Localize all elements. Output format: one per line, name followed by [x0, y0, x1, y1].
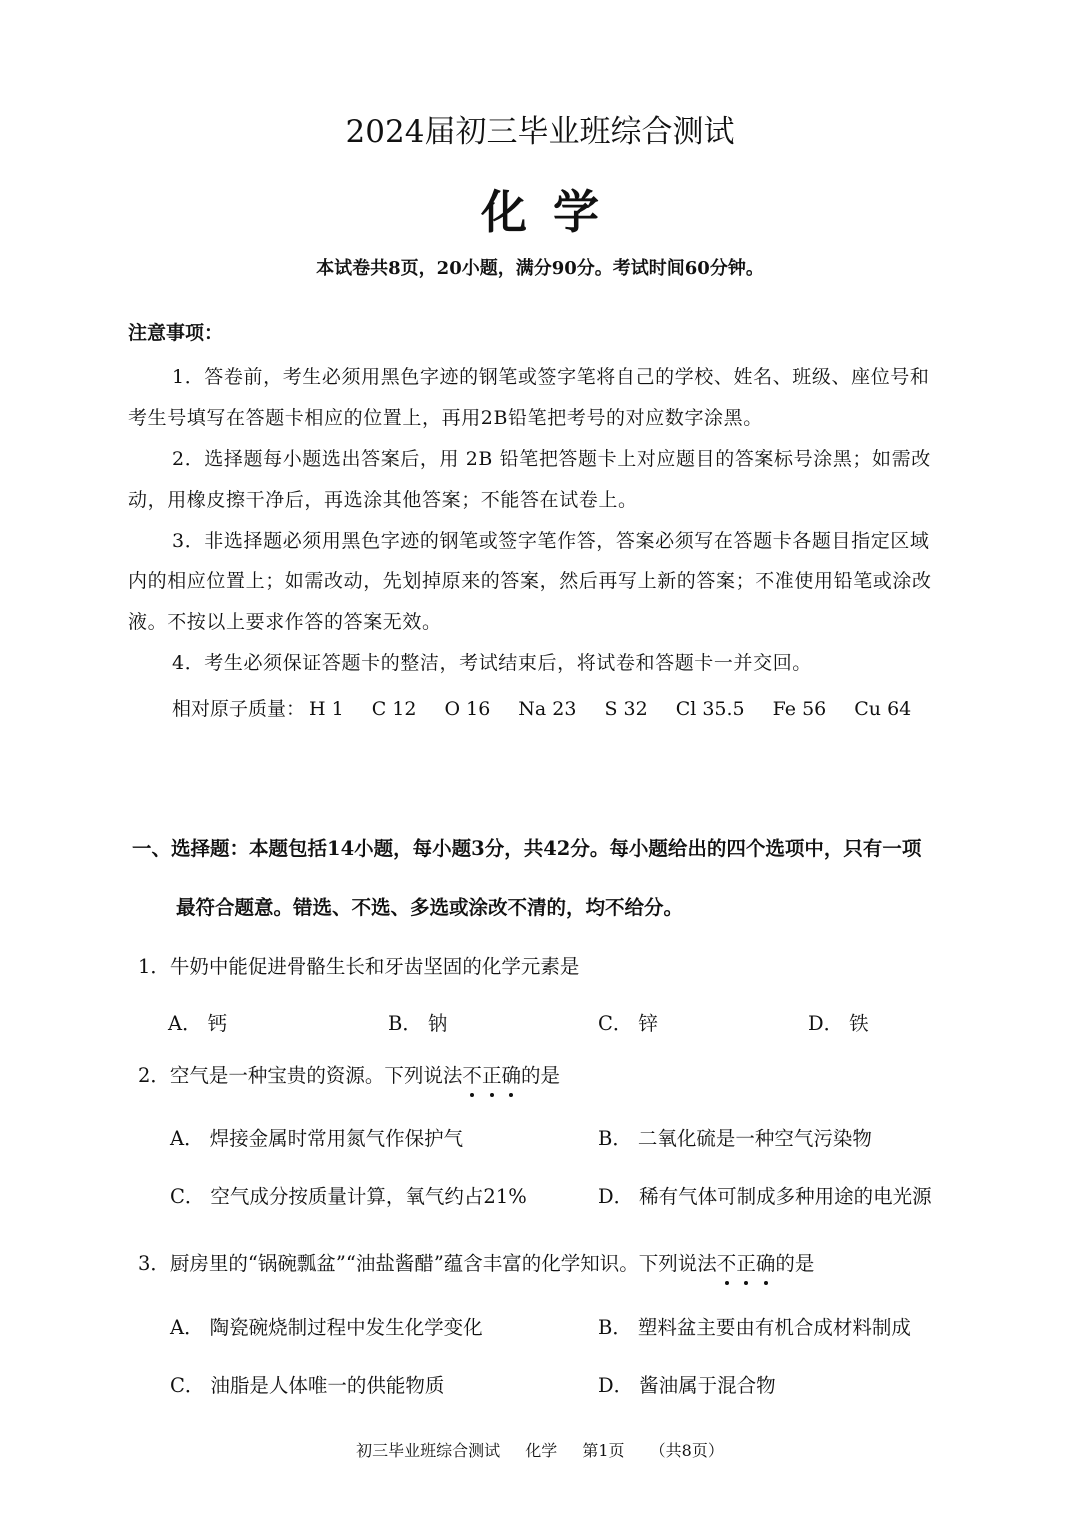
emphasis-char: 正 — [482, 1060, 502, 1088]
stem-text: 2．空气是一种宝贵的资源。下列说法 — [138, 1064, 463, 1087]
notice-heading: 注意事项： — [128, 322, 224, 344]
notice-line: 动，用橡皮擦干净后，再选涂其他答案；不能答在试卷上。 — [128, 489, 638, 511]
emphasis-char: 确 — [501, 1060, 521, 1088]
question-2-option-a — [170, 1123, 463, 1151]
page-footer — [0, 1438, 1080, 1461]
emphasis-char: 确 — [756, 1248, 776, 1276]
question-2-option-b — [598, 1123, 872, 1151]
question-3-option-d — [598, 1370, 776, 1398]
subject-title: 化学 — [481, 185, 625, 239]
question-1-option-a — [168, 1008, 227, 1036]
footer-page: 第1页 — [582, 1441, 625, 1460]
notice-line: 1．答卷前，考生必须用黑色字迹的钢笔或签字笔将自己的学校、姓名、班级、座位号和 — [172, 366, 930, 388]
atomic-mass-item: Cl 35.5 — [675, 698, 745, 720]
atomic-mass-row — [172, 694, 939, 721]
question-1-stem: 1．牛奶中能促进骨骼生长和牙齿坚固的化学元素是 — [138, 955, 580, 978]
footer-subject: 化学 — [525, 1441, 558, 1460]
section-heading-cont: 最符合题意。错选、不选、多选或涂改不清的，均不给分。 — [176, 896, 684, 919]
option-letter: C． — [170, 1374, 205, 1397]
option-text: 空气成分按质量计算，氧气约占21% — [210, 1185, 527, 1208]
option-text: 塑料盆主要由有机合成材料制成 — [637, 1316, 911, 1339]
question-3-option-a — [170, 1312, 483, 1340]
option-letter: A． — [170, 1127, 204, 1150]
footer-exam: 初三毕业班综合测试 — [356, 1441, 501, 1460]
option-text: 二氧化硫是一种空气污染物 — [637, 1127, 872, 1150]
atomic-mass-item: Na 23 — [518, 698, 577, 720]
notice-line: 考生号填写在答题卡相应的位置上，再用2B铅笔把考号的对应数字涂黑。 — [128, 407, 763, 429]
section-heading: 一、选择题：本题包括14小题，每小题3分，共42分。每小题给出的四个选项中，只有一项 — [132, 837, 922, 860]
atomic-mass-item: Fe 56 — [772, 698, 827, 720]
question-1-option-b — [388, 1008, 447, 1036]
option-letter: B． — [388, 1012, 422, 1035]
option-letter: A． — [168, 1012, 202, 1035]
stem-text: 的是 — [775, 1252, 815, 1275]
stem-text: 的是 — [520, 1064, 560, 1087]
option-letter: D． — [808, 1012, 844, 1035]
notice-line: 2．选择题每小题选出答案后，用 2B 铅笔把答题卡上对应题目的答案标号涂黑；如需改 — [172, 448, 931, 470]
question-3-option-c — [170, 1370, 444, 1398]
notice-line: 4．考生必须保证答题卡的整洁，考试结束后，将试卷和答题卡一并交回。 — [172, 652, 812, 674]
atomic-mass-item: H 1 — [309, 698, 344, 720]
atomic-mass-item: Cu 64 — [854, 698, 912, 720]
notice-line: 内的相应位置上；如需改动，先划掉原来的答案，然后再写上新的答案；不准使用铅笔或涂改 — [128, 570, 932, 592]
question-1-option-c — [598, 1008, 658, 1036]
exam-title: 2024届初三毕业班综合测试 — [345, 114, 735, 150]
footer-total: （共8页） — [649, 1441, 724, 1460]
emphasis-char: 不 — [717, 1248, 737, 1276]
option-text: 油脂是人体唯一的供能物质 — [210, 1374, 445, 1397]
atomic-mass-item: O 16 — [444, 698, 491, 720]
option-text: 酱油属于混合物 — [639, 1374, 776, 1397]
option-text: 稀有气体可制成多种用途的电光源 — [639, 1185, 932, 1208]
option-text: 铁 — [849, 1012, 869, 1035]
stem-text: 3．厨房里的“锅碗瓢盆”“油盐酱醋”蕴含丰富的化学知识。下列说法 — [138, 1252, 717, 1275]
atomic-mass-item: S 32 — [604, 698, 648, 720]
option-text: 钠 — [427, 1012, 448, 1035]
option-text: 锌 — [638, 1012, 658, 1035]
option-letter: D． — [598, 1374, 634, 1397]
question-2-option-c — [170, 1181, 527, 1209]
atomic-mass-label: 相对原子质量： — [172, 698, 306, 720]
question-3-stem — [138, 1248, 814, 1276]
question-2-stem — [138, 1060, 560, 1088]
option-letter: D． — [598, 1185, 634, 1208]
notice-line: 液。不按以上要求作答的答案无效。 — [128, 611, 442, 633]
emphasis-char: 不 — [462, 1060, 482, 1088]
option-letter: C． — [598, 1012, 633, 1035]
question-2-option-d — [598, 1181, 932, 1209]
option-letter: A． — [170, 1316, 204, 1339]
option-text: 钙 — [207, 1012, 228, 1035]
notice-line: 3．非选择题必须用黑色字迹的钢笔或签字笔作答，答案必须写在答题卡各题目指定区域 — [172, 530, 930, 552]
atomic-mass-item: C 12 — [371, 698, 417, 720]
question-1-option-d — [808, 1008, 869, 1036]
option-text: 焊接金属时常用氮气作保护气 — [209, 1127, 464, 1150]
option-text: 陶瓷碗烧制过程中发生化学变化 — [209, 1316, 483, 1339]
emphasis-char: 正 — [736, 1248, 756, 1276]
option-letter: C． — [170, 1185, 205, 1208]
exam-info: 本试卷共8页，20小题，满分90分。考试时间60分钟。 — [316, 258, 764, 279]
question-3-option-b — [598, 1312, 911, 1340]
option-letter: B． — [598, 1127, 632, 1150]
option-letter: B． — [598, 1316, 632, 1339]
